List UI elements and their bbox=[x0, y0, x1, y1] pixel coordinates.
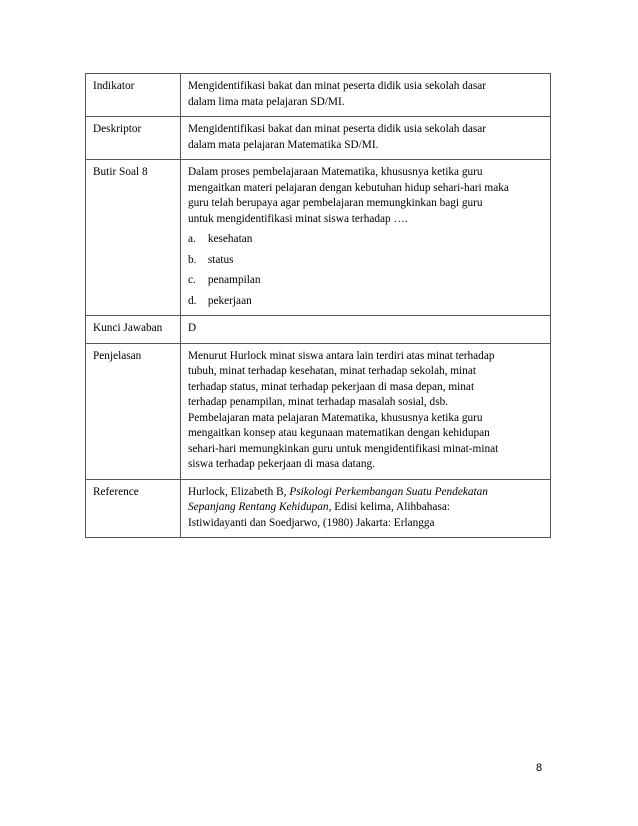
row-label-butir-soal: Butir Soal 8 bbox=[86, 160, 181, 316]
text-line: sehari-hari memungkinkan guru untuk mengidentifikasi minat-minat bbox=[188, 442, 499, 455]
text-line: dalam lima mata pelajaran SD/MI. bbox=[188, 95, 345, 108]
text-line: Menurut Hurlock minat siswa antara lain terdiri atas minat terhadap bbox=[188, 349, 495, 362]
text-line: Istiwidayanti dan Soedjarwo, (1980) Jakarta: Erlangga bbox=[188, 516, 435, 529]
question-table bbox=[85, 73, 551, 538]
table-row bbox=[86, 117, 551, 160]
answer-option-d bbox=[188, 294, 543, 310]
text-line: terhadap penampilan, minat terhadap masalah sosial, dsb. bbox=[188, 396, 449, 408]
reference-edition: , Edisi kelima, Alihbahasa: bbox=[328, 501, 450, 513]
reference-text bbox=[181, 479, 551, 538]
butir-soal-text bbox=[181, 160, 551, 316]
row-label-kunci-jawaban: Kunci Jawaban bbox=[86, 316, 181, 344]
option-text: status bbox=[207, 253, 234, 266]
text-line bbox=[188, 485, 543, 501]
option-text: penampilan bbox=[207, 274, 261, 286]
table-row bbox=[86, 74, 551, 117]
text-line: dalam mata pelajaran Matematika SD/MI. bbox=[188, 138, 379, 151]
row-label-penjelasan: Penjelasan bbox=[86, 343, 181, 479]
reference-author: Hurlock, Elizabeth B, bbox=[188, 485, 290, 498]
kunci-jawaban-value: D bbox=[181, 316, 551, 344]
text-line: Dalam proses pembelajaraan Matematika, khususnya ketika guru bbox=[188, 166, 483, 178]
text-line: siswa terhadap pekerjaan di masa datang. bbox=[188, 458, 375, 470]
option-text: pekerjaan bbox=[207, 294, 252, 307]
answer-option-c bbox=[188, 273, 543, 289]
answer-option-a bbox=[188, 232, 543, 248]
text-line bbox=[188, 500, 543, 516]
table-row bbox=[86, 316, 551, 344]
penjelasan-text bbox=[181, 343, 551, 479]
text-line: mengaitkan materi pelajaran dengan kebutuhan hidup sehari-hari maka bbox=[188, 181, 509, 194]
deskriptor-text bbox=[181, 117, 551, 160]
text-line: terhadap status, minat terhadap pekerjaan di masa depan, minat bbox=[188, 380, 475, 393]
text-line: Pembelajaran mata pelajaran Matematika, khususnya ketika guru bbox=[188, 411, 483, 424]
table-row bbox=[86, 160, 551, 316]
table-row bbox=[86, 479, 551, 538]
table-row bbox=[86, 343, 551, 479]
text-line: Mengidentifikasi bakat dan minat peserta didik usia sekolah dasar bbox=[188, 123, 487, 135]
text-line: tubuh, minat terhadap kesehatan, minat terhadap sekolah, minat bbox=[188, 365, 476, 377]
option-letter: c. bbox=[188, 274, 196, 286]
row-label-deskriptor: Deskriptor bbox=[86, 117, 181, 160]
row-label-indikator: Indikator bbox=[86, 74, 181, 117]
page-number: 8 bbox=[536, 762, 543, 774]
text-line: untuk mengidentifikasi minat siswa terhadap …. bbox=[188, 212, 408, 225]
row-label-reference: Reference bbox=[86, 479, 181, 538]
reference-title-cont: Sepanjang Rentang Kehidupan bbox=[188, 501, 329, 513]
text-line: guru telah berupaya agar pembelajaran memungkinkan bagi guru bbox=[188, 197, 483, 209]
reference-title: Psikologi Perkembangan Suatu Pendekatan bbox=[289, 485, 488, 498]
indikator-text bbox=[181, 74, 551, 117]
option-letter: a. bbox=[188, 233, 196, 245]
answer-option-b bbox=[188, 253, 543, 269]
option-text: kesehatan bbox=[207, 233, 253, 245]
option-letter: b. bbox=[188, 253, 197, 266]
text-line: Mengidentifikasi bakat dan minat peserta didik usia sekolah dasar bbox=[188, 80, 487, 92]
option-letter: d. bbox=[188, 294, 197, 307]
text-line: mengaitkan konsep atau kegunaan matematikan dengan kehidupan bbox=[188, 427, 490, 439]
